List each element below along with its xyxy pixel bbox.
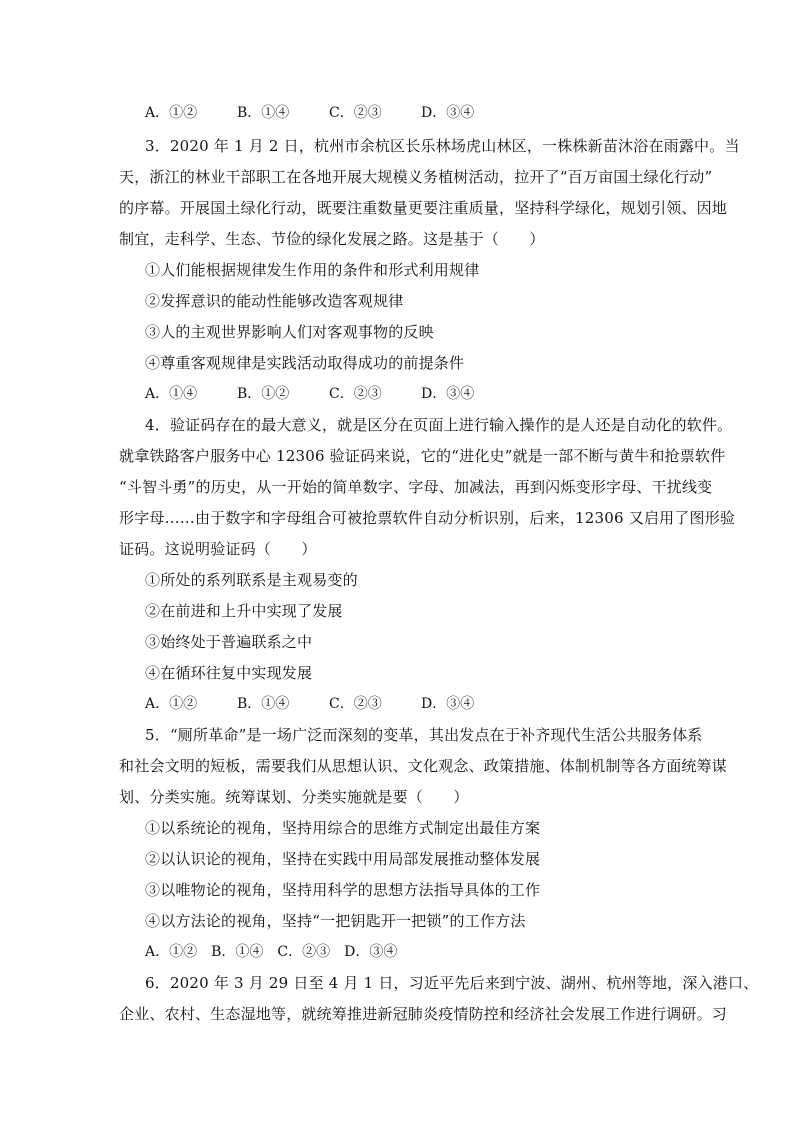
q3-stem-line-1: 3．2020 年 1 月 2 日，杭州市余杭区长乐林场虎山林区，一株株新苗沐浴在雨露中。当 [145, 137, 740, 155]
q3-option-d: D．③④ [421, 386, 475, 402]
q3-options [145, 384, 513, 404]
q2-option-b: B．①④ [237, 105, 290, 121]
q4-option-d: D．③④ [421, 696, 475, 712]
q2-options [145, 103, 513, 123]
q5-stem-line-2: 和社会文明的短板，需要我们从思想认识、文化观念、政策措施、体制机制等各方面统筹谋 [119, 757, 728, 775]
q2-option-d: D．③④ [421, 105, 475, 121]
q5-stem-line-1: 5．“厕所革命”是一场广泛而深刻的变革，其出发点在于补齐现代生活公共服务体系 [145, 726, 703, 744]
q2-option-c: C．②③ [329, 105, 382, 121]
q4-option-a: A．①② [145, 696, 198, 712]
q3-item-2: ②发挥意识的能动性能够改造客观规律 [145, 292, 404, 310]
q5-option-d: D．③④ [344, 944, 398, 960]
q3-stem-line-4: 制宜，走科学、生态、节俭的绿化发展之路。这是基于（ ） [119, 230, 545, 248]
q3-item-3: ③人的主观世界影响人们对客观事物的反映 [145, 323, 434, 341]
q3-option-a: A．①④ [145, 386, 198, 402]
q5-options [145, 942, 411, 962]
q4-stem-line-3: “斗智斗勇”的历史，从一开始的简单数字、字母、加减法，再到闪烁变形字母、干扰线变 [119, 478, 713, 496]
q4-options [145, 694, 513, 714]
q6-stem-line-2: 企业、农村、生态湿地等，就统筹推进新冠肺炎疫情防控和经济社会发展工作进行调研。习 [119, 1005, 728, 1023]
q5-option-b: B．①④ [211, 944, 264, 960]
q4-item-2: ②在前进和上升中实现了发展 [145, 602, 343, 620]
q3-stem-line-2: 天，浙江的林业干部职工在各地开展大规模义务植树活动，拉开了“百万亩国土绿化行动” [119, 168, 713, 186]
q3-option-c: C．②③ [329, 386, 382, 402]
q2-option-a: A．①② [145, 105, 198, 121]
q4-option-c: C．②③ [329, 696, 382, 712]
q5-item-4: ④以方法论的视角，坚持“一把钥匙开一把锁”的工作方法 [145, 912, 526, 930]
q5-option-c: C．②③ [277, 944, 331, 960]
q3-option-b: B．①② [237, 386, 290, 402]
q4-item-1: ①所处的系列联系是主观易变的 [145, 571, 358, 589]
q4-item-4: ④在循环往复中实现发展 [145, 664, 313, 682]
q4-item-3: ③始终处于普遍联系之中 [145, 633, 313, 651]
q5-item-2: ②以认识论的视角，坚持在实践中用局部发展推动整体发展 [145, 850, 541, 868]
q3-item-4: ④尊重客观规律是实践活动取得成功的前提条件 [145, 354, 465, 372]
q4-stem-line-5: 证码。这说明验证码（ ） [119, 540, 317, 558]
q4-option-b: B．①④ [237, 696, 290, 712]
q3-item-1: ①人们能根据规律发生作用的条件和形式利用规律 [145, 261, 480, 279]
q5-item-1: ①以系统论的视角，坚持用综合的思维方式制定出最佳方案 [145, 819, 541, 837]
q4-stem-line-1: 4．验证码存在的最大意义，就是区分在页面上进行输入操作的是人还是自动化的软件。 [145, 416, 733, 434]
q4-stem-line-4: 形字母……由于数字和字母组合可被抢票软件自动分析识别，后来，12306 又启用了图形验 [119, 509, 736, 527]
q5-item-3: ③以唯物论的视角，坚持用科学的思想方法指导具体的工作 [145, 881, 541, 899]
q5-stem-line-3: 划、分类实施。统筹谋划、分类实施就是要（ ） [119, 788, 469, 806]
q3-stem-line-3: 的序幕。开展国土绿化行动，既要注重数量更要注重质量，坚持科学绿化，规划引领、因地 [119, 199, 728, 217]
q4-stem-line-2: 就拿铁路客户服务中心 12306 验证码来说，它的“进化史”就是一部不断与黄牛和抢票软件 [119, 447, 726, 465]
q5-option-a: A．①② [145, 944, 198, 960]
q6-stem-line-1: 6．2020 年 3 月 29 日至 4 月 1 日，习近平先后来到宁波、湖州、杭州等地，深入港口、 [145, 974, 759, 992]
